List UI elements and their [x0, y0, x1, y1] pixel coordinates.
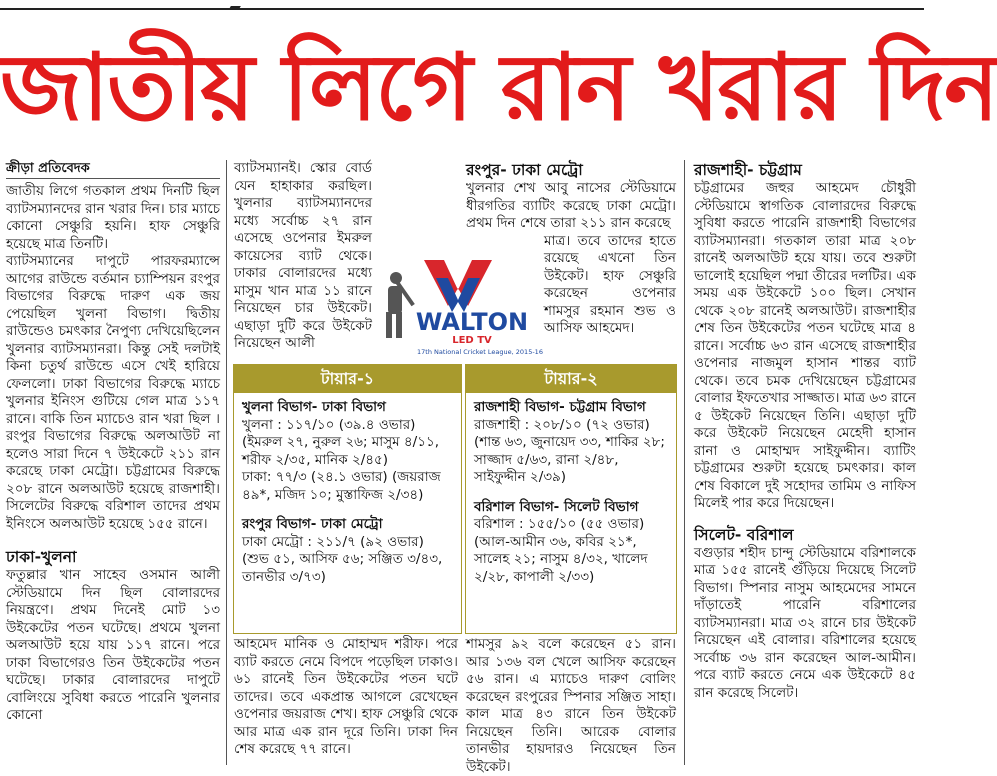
top-border-line: [0, 8, 924, 10]
dhaka-continued-paragraph: আহমেদ মানিক ও মোহাম্মদ শরীফ। পরে ব্যাট করতে নেমে বিপদে পড়েছিল ঢাকাও। ৬১ রানেই তিন উইকেটের পতন ঘটে তাদের। তবে একপ্রান্ত আগলে রেখেছেন ওপেনার জয়রাজ শেখ। হাফ সেঞ্চুরি থেকে আর মাত্র এক রান দূরে তিনি। ঢাকা দিন শেষ করেছে ৭৭ রানে।: [234, 636, 458, 757]
column-4: [694, 160, 916, 765]
tier-2-match-2-score: বরিশাল : ১৫৫/১০ (৫৫ ওভার) (আল-আমীন ৩৬, কবির ২১*, সালেহ ২১; নাসুম ৪/৩২, খালেদ ২/২৮, কাপালী ২/৩৩): [474, 516, 648, 585]
tier-2-title: টায়ার-২: [466, 365, 676, 393]
subhead-sylhet-barishal: সিলেট- বরিশাল: [694, 525, 794, 544]
tier-1-title: টায়ার-১: [234, 365, 461, 393]
column-divider-1: [226, 160, 227, 765]
tier-1-match-1-title: খুলনা বিভাগ- ঢাকা বিভাগ: [242, 399, 386, 415]
tier-2-match-1-title: রাজশাহী বিভাগ- চট্টগ্রাম বিভাগ: [474, 399, 646, 415]
byline-rule: [6, 178, 220, 179]
rajshahi-paragraph: চট্টগ্রামের জহুর আহমেদ চৌধুরী স্টেডিয়ামে স্বাগতিক বোলারদের বিরুদ্ধে সুবিধা করতে পারেনি রাজশাহী বিভাগের ব্যাটসম্যানরা। গতকাল তারা মাত্র ২০৮ রানেই অলআউট হয়ে যায়। তবে শুরুটা ভালোই হয়েছিল পদ্মা তীরের দলটির। এক সময় এক উইকেটে ১০০ ছিল। সেখান থেকে ২০৮ রানেই অলআউট। রাজশাহীর শেষ তিন উইকেটের পতন ঘটেছে মাত্র ৪ রানে। সর্বোচ্চ ৬৩ রান এসেছে রাজশাহীর ওপেনার নাজমুল হাসান শান্তর ব্যাট থেকে। তবে চমক দেখিয়েছেন চট্টগ্রামের বোলার ইফতেখার সাজ্জাত। মাত্র ৬৩ রানে ৫ উইকেট নিয়েছেন তিনি। এছাড়া দুটি করে উইকেট নিয়েছেন মেহেদী হাসান রানা ও মোহাম্মদ সাইফুদ্দীন। ব্যাটিং চট্টগ্রামের শুরুটা হয়েছে চমৎকার। কাল শেষ বিকালে দুই সহোদর তামিম ও নাফিস মিলেই পার করে দিয়েছেন।: [694, 180, 916, 511]
tier-2-match-2-title: বরিশাল বিভাগ- সিলেট বিভাগ: [474, 498, 639, 515]
reporter-byline: ক্রীড়া প্রতিবেদক: [6, 161, 90, 176]
tier-2-body: [466, 393, 676, 592]
league-tagline: 17th National Cricket League, 2015-16: [417, 348, 543, 356]
walton-brand-text: WALTON: [415, 308, 529, 336]
subhead-rangpur-dhaka-metro: রংপুর- ঢাকা মেট্রো: [466, 161, 583, 179]
rangpur-paragraph: খুলনার শেখ আবু নাসের স্টেডিয়ামে ধীরগতির ব্যাটিং করেছে ঢাকা মেট্রো। প্রথম দিন শেষে তারা ২১১ রান করেছে: [466, 180, 676, 231]
tier-1-match-2-score: ঢাকা মেট্রো : ২১১/৭ (৯২ ওভার) (শুভ ৫১, আসিফ ৫৬; সঞ্জিত ৩/৪৩, তানভীর ৩/৭৩): [242, 533, 443, 585]
column-1: [6, 160, 220, 765]
khulna-continued-paragraph: ব্যাটসম্যানই। স্কোর বোর্ড যেন হাহাকার করছিল। খুলনার ব্যাটসম্যানদের মধ্যে সর্বোচ্চ ২৭ রান এসেছে ওপেনার ইমরুল কায়েসের ব্যাট থেকে। ঢাকার বোলারদের মধ্যে মাসুম খান মাত্র ১১ রানে নিয়েছেন চার উইকেট। এছাড়া দুটি করে উইকেট নিয়েছেন আলী: [234, 160, 372, 351]
walton-logo: [372, 248, 544, 358]
subhead-rajshahi-chattogram: রাজশাহী- চট্টগ্রাম: [694, 161, 802, 179]
rangpur-paragraph-continued: মাত্র। তবে তাদের হাতে রয়েছে এখনো তিন উইকেট। হাফ সেঞ্চুরি করেছেন ওপেনার শামসুর রহমান শুভ ও আসিফ আহমেদ।: [544, 232, 676, 336]
tier-1-body: [234, 393, 461, 592]
tier-1-match-1-score-2: ঢাকা: ৭৭/৩ (২৪.১ ওভার) (জয়রাজ ৪৯*, মজিদ ১০; মুস্তাফিজ ২/৩৪): [242, 469, 441, 503]
tier-1-match-2-title: রংপুর বিভাগ- ঢাকা মেট্রো: [242, 516, 383, 532]
subhead-dhaka-khulna: ঢাকা-খুলনা: [6, 548, 77, 566]
tier-1-scoreboard: [233, 364, 462, 634]
top-corner-mark: [230, 0, 245, 8]
column-2-bottom: [234, 636, 458, 765]
sylhet-paragraph: বগুড়ার শহীদ চান্দু স্টেডিয়ামে বরিশালকে মাত্র ১৫৫ রানেই গুঁড়িয়ে দিয়েছে সিলেট বিভাগ। স্পিনার নাসুম আহমেদের সামনে দাঁড়াতেই পারেনি বরিশালের ব্যাটসম্যানরা। মাত্র ৩২ রানে চার উইকেট নিয়েছেন এই বোলার। বরিশালের হয়েছে সর্বোচ্চ ৩৬ রান করেছেন আল-আমীন। পরে ব্যাট করতে নেমে এক উইকেটে ৪৫ রান করেছে সিলেট।: [694, 544, 916, 701]
khulna-paragraph: ব্যাটসম্যানের দাপুটে পারফরম্যান্সে আগের রাউন্ডে বর্তমান চ্যাম্পিয়ন রংপুর বিভাগের বিরুদ্ধে দারুণ এক জয় পেয়েছিল খুলনা বিভাগ। দ্বিতীয় রাউন্ডেও চমৎকার নৈপুণ্য দেখিয়েছিলেন খুলনার ব্যাটসম্যানরা। কিন্তু সেই দলটাই কিনা চতুর্থ রাউন্ডে এসে খেই হারিয়ে ফেললো। ঢাকা বিভাগের বিরুদ্ধে ম্যাচে খুলনার ইনিংস গুটিয়ে গেল মাত্র ১১৭ রানে। বাকি তিন ম্যাচেও রান খরা ছিল । রংপুর বিভাগের বিরুদ্ধে অলআউট না হলেও সারা দিনে ৭ উইকেটে ২১১ রান করেছে ঢাকা মেট্রো। চট্টগ্রামের বিরুদ্ধে ২০৮ রানে অলআউট হয়েছে রাজশাহী। সিলেটের বিরুদ্ধে বরিশাল তাদের প্রথম ইনিংসে অলআউট হয়েছে ১৫৫ রানে।: [6, 253, 220, 532]
dhaka-khulna-paragraph: ফতুল্লার খান সাহেব ওসমান আলী স্টেডিয়ামে দিন ছিল বোলারদের নিয়ন্ত্রণে। প্রথম দিনেই মোট ১৩ উইকেটের পতন ঘটেছে। প্রথমে খুলনা অলআউট হয়ে যায় ১১৭ রানে। পরে ঢাকা বিভাগেরও তিন উইকেটের পতন ঘটেছে। ঢাকার বোলারদের দাপুটে বোলিংয়ে সুবিধা করতে পারেনি খুলনার কোনো: [6, 567, 220, 723]
walton-w-mark: [424, 260, 492, 306]
tier-2-scoreboard: [465, 364, 677, 634]
walton-led-tv-text: LED TV: [452, 335, 492, 346]
rangpur-continued-paragraph: শামসুর ৯২ বলে করেছেন ৫১ রান। আর ১৩৬ বল খেলে আসিফ করেছেন ৫৬ রান। এ ম্যাচেও দারুণ বোলিং করেছেন রংপুরের স্পিনার সঞ্জিত সাহা। কাল মাত্র ৪৩ রানে তিন উইকেট নিয়েছেন তিনি। আরেক বোলার তানভীর হায়দারও নিয়েছেন তিন উইকেট।: [466, 636, 676, 775]
cricketer-silhouette: [386, 272, 415, 338]
headline: জাতীয় লিগে রান খরার দিন: [0, 34, 997, 141]
tier-1-match-1-score: খুলনা : ১১৭/১০ (৩৯.৪ ওভার) (ইমরুল ২৭, নুরুল ২৬; মাসুম ৪/১১, শরীফ ২/৩৫, মানিক ২/৪৫): [242, 416, 440, 468]
column-divider-2: [684, 160, 685, 765]
column-3-bottom: [466, 636, 676, 775]
tier-2-match-1-score: রাজশাহী : ২০৮/১০ (৭২ ওভার) (শান্ত ৬৩, জুনায়েদ ৩৩, শাকির ২৮; সাজ্জাদ ৫/৬৩, রানা ২/৪৮, সাইফুদ্দীন ২/৩৯): [474, 416, 665, 485]
intro-paragraph: জাতীয় লিগে গতকাল প্রথম দিনটি ছিল ব্যাটসম্যানদের রান খরার দিন। চার ম্যাচে কোনো সেঞ্চুরি হয়নি। হাফ সেঞ্চুরি হয়েছে মাত্র তিনটি।: [6, 183, 220, 252]
